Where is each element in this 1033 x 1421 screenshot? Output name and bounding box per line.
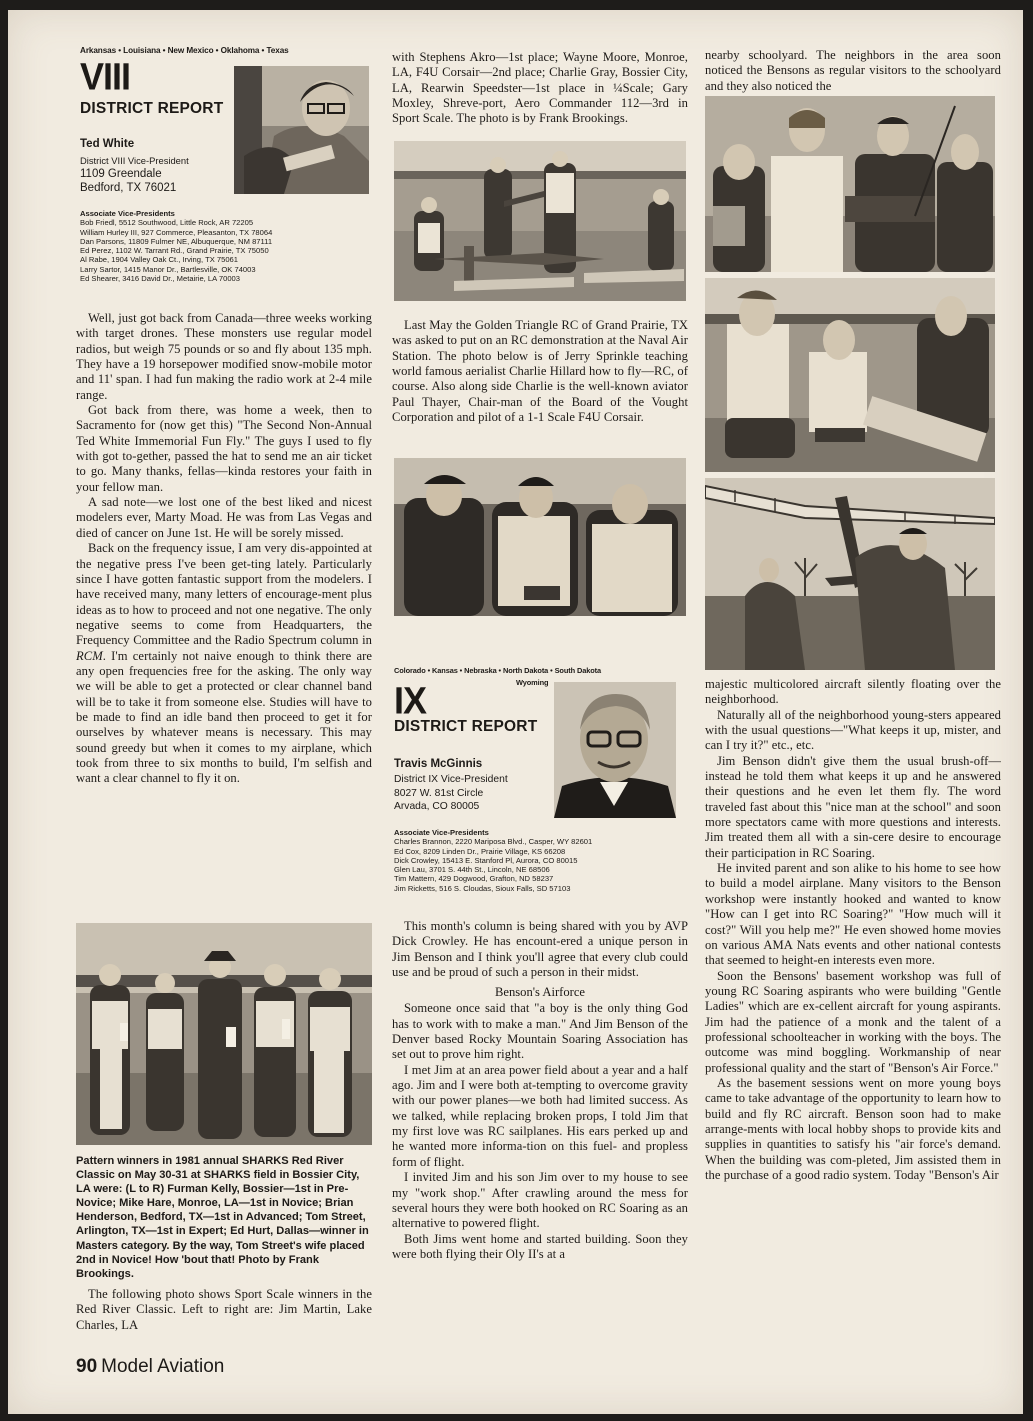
district9-assoc-item: Charles Brannon, 2220 Mariposa Blvd., Casper, WY 82601 (394, 837, 593, 847)
district8-vp-address (80, 167, 176, 195)
italic-publication-name: RCM (76, 648, 103, 663)
benson-group-photo-1 (705, 96, 995, 272)
district8-title: DISTRICT REPORT (80, 100, 224, 117)
sport-scale-winners-photo (394, 141, 686, 301)
text-run: . I'm certainly not naive enough to think there are any open frequencies free for the asking. The only way we will be able to get a protected or clear channel band will be to take it from someone else. Studies will have to be made to find an idle band then proceed to get it for ourselves by whatever means is necessary. This may sound greedy but when it comes to my airplane, which took from three to six months to build, I'm selfish and want a clear channel to fly it on. (76, 648, 372, 786)
district8-address-line-1: 1109 Greendale (80, 168, 162, 180)
body-paragraph: Soon the Bensons' basement workshop was full of young RC Soaring aspirants who were building "Gentle Ladies" which are ex-cellent aircraft for young aspirants. Jim had the patience of a monk and the talent of a professional schoolteacher in working with the boys. The outcome was mind boggling. Workmanship of near professional quality and the start of "Benson's Air Force." (705, 968, 1001, 1075)
district9-assoc-heading: Associate Vice-Presidents (394, 828, 489, 837)
benson-group-photo-2 (705, 278, 995, 472)
column-2-lower (392, 919, 688, 1349)
naval-air-station-photo (394, 458, 686, 616)
district9-numeral: IX (394, 678, 427, 722)
magazine-name: Model Aviation (101, 1356, 225, 1377)
district8-assoc-item: William Hurley III, 927 Commerce, Pleasanton, TX 78064 (80, 227, 273, 237)
body-paragraph: I met Jim at an area power field about a year and a half ago. Jim and I were both at-tempting to overcome gravity with our power planes—we both had limited success. As we talked, while replacing broken props, I told Jim that my first love was RC sailplanes. His ears perked up and he wanted more informa-tion on this fuel- and propless form of flight. (392, 1062, 688, 1169)
district8-assoc-item: Ed Perez, 1102 W. Tarrant Rd., Grand Prairie, TX 75050 (80, 246, 269, 256)
pattern-winners-caption: Pattern winners in 1981 annual SHARKS Red River Classic on May 30-31 at SHARKS field in Bossier City, LA were: (L to R) Furman Kelly, Bossier—1st in Pre-Novice; Mike Hare, Monroe, LA—1st in Novice; Brian Henderson, Bedford, TX—1st in Advanced; Tom Street, Arlington, TX—1st in Expert; Ed Hurt, Dallas—winner in Masters category. By the way, Tom Street's wife placed 2nd in Novice! How 'bout that! Photo by Frank Brookings. (76, 1155, 369, 1280)
district9-associates (394, 828, 592, 893)
body-paragraph: with Stephens Akro—1st place; Wayne Moore, Monroe, LA, F4U Corsair—2nd place; Charlie Gray, Bossier City, LA, Rearwin Speedster—1st place in ¼Scale; Gary Moxley, Shreve-port, Aero Commander 112—3rd in Sport Scale. The photo is by Frank Brookings. (392, 50, 688, 126)
district8-assoc-heading: Associate Vice-Presidents (80, 209, 175, 218)
district8-numeral: VIII (80, 54, 131, 98)
district9-assoc-item: Ed Cox, 8209 Linden Dr., Prairie Village, KS 66208 (394, 846, 566, 856)
district9-states-wyoming: Wyoming (516, 678, 549, 687)
column-1-lower (76, 1154, 372, 1350)
column-3-body (705, 677, 1001, 1353)
district8-assoc-item: Larry Sartor, 1415 Manor Dr., Bartlesville, OK 74003 (80, 264, 256, 274)
body-paragraph: The following photo shows Sport Scale winners in the Red River Classic. Left to right are: Jim Martin, Lake Charles, LA (76, 1286, 372, 1332)
district8-assoc-item: Ed Shearer, 3416 David Dr., Metairie, LA 70003 (80, 274, 240, 284)
district9-assoc-item: Dick Crowley, 15413 E. Stanford Pl, Aurora, CO 80015 (394, 855, 578, 865)
district9-vp-name: Travis McGinnis (394, 758, 483, 770)
ted-white-portrait (234, 66, 369, 194)
column-2-top (392, 50, 688, 146)
district8-assoc-item: Dan Parsons, 11809 Fulmer NE, Albuquerque, NM 87111 (80, 236, 273, 246)
column-1-body (76, 311, 372, 927)
body-paragraph: Jim Benson didn't give them the usual brush-off—instead he told them what keeps it up and he answered their questions and he even let them fly. The word traveled fast about this "nice man at the school" and soon more spectators came with more questions and interests. Jim treated them all with a sin-cere desire to encourage their participation in RC Soaring. (705, 753, 1001, 860)
district8-vp-name: Ted White (80, 138, 135, 150)
body-paragraph: He invited parent and son alike to his home to see how to build a model airplane. Many visitors to the Benson workshop were instantly hooked and wanted to know "How can I get into RC Soaring?" "How much will it cost?" Will you help me?" He even showed home movies on various AMA Nats events and other national contests that seemed to height-en interests even more. (705, 861, 1001, 968)
body-paragraph: I invited Jim and his son Jim over to my house to see my "work shop." After crawling around the mess for several hours they were both hooked on RC Soaring as an alternative to powered flight. (392, 1170, 688, 1231)
body-paragraph: Both Jims went home and started building. Soon they were both flying their Oly II's at a (392, 1231, 688, 1261)
magazine-page (8, 10, 1023, 1414)
district9-address-line-2: Arvada, CO 80005 (394, 801, 480, 812)
district8-assoc-item: Al Rabe, 1904 Valley Oak Ct., Irving, TX 75061 (80, 255, 239, 265)
body-paragraph: nearby schoolyard. The neighbors in the area soon noticed the Bensons as regular visitors to the schoolyard and they also noticed the (705, 48, 1001, 93)
district9-assoc-item: Glen Lau, 3701 S. 44th St., Lincoln, NE 68506 (394, 865, 550, 875)
body-paragraph: Well, just got back from Canada—three weeks working with target drones. These monsters use regular model radios, but weigh 75 pounds or so and fly about 135 mph. They have a 19 horsepower modified snow-mobile motor and 11' span. I had fun making the radio work at 2-4 mile range. (76, 311, 372, 402)
body-paragraph: This month's column is being shared with you by AVP Dick Crowley. He has encount-ered a unique person in Jim Benson and I think you'll agree that every club could use and be proud of such a person in their midst. (392, 919, 688, 980)
body-paragraph: Someone once said that "a boy is the only thing God has to work with to make a man." And Jim Benson of the Denver based Rocky Mountain Soaring Association has set out to prove him right. (392, 1001, 688, 1062)
district8-address-line-2: Bedford, TX 76021 (80, 182, 177, 194)
body-paragraph: As the basement sessions went on more young boys came to take advantage of the opportunity to learn how to build and fly RC aircraft. Benson soon had to make arrange-ments with local hobby shops to provide kits and supplies in quantities to satisfy his "air force's demand. When the building was com-pleted, Jim assisted them in the purchase of a good radio system. Today "Benson's Air (705, 1075, 1001, 1182)
travis-mcginnis-portrait (554, 682, 676, 818)
section-subhead: Benson's Airforce (494, 985, 586, 1000)
district9-vp-address (394, 787, 483, 813)
sailplane-launch-photo (705, 478, 995, 670)
body-paragraph: Naturally all of the neighborhood young-sters appeared with the usual questions—"What keeps it up, mister, and can I try it?" etc., etc. (705, 707, 1001, 753)
body-paragraph: majestic multicolored aircraft silently floating over the neighborhood. (705, 677, 1001, 707)
district8-vp-title: District VIII Vice-President (80, 155, 189, 166)
district8-associates (80, 209, 272, 283)
district9-assoc-item: Tim Mattern, 429 Dogwood, Grafton, ND 58237 (394, 874, 554, 884)
pattern-winners-photo (76, 923, 372, 1145)
page-number: 90 (76, 1356, 98, 1377)
body-paragraph (76, 541, 372, 787)
column-3-top (705, 48, 1001, 96)
district8-states: Arkansas • Louisiana • New Mexico • Oklahoma • Texas (80, 46, 289, 55)
body-paragraph: Last May the Golden Triangle RC of Grand Prairie, TX was asked to put on an RC demonstration at the Naval Air Station. The photo below is of Jerry Sprinkle teaching world famous aerialist Charlie Hillard how to fly—RC, of course. Also along side Charlie is the well-known aviator Paul Thayer, Chair-man of the Board of the Vought Corporation and pilot of a 1-1 Scale F4U Corsair. (392, 318, 688, 425)
district9-address-line-1: 8027 W. 81st Circle (394, 788, 484, 799)
body-paragraph: Got back from there, was home a week, then to Sacramento for (now get this) "The Second Non-Annual Ted White Immemorial Fun Fly." The guys I used to fly with got to-gether, passed the hat to send me an air ticket to go. Many thanks, fellas—kinda restores your faith in your fellow man. (76, 403, 372, 494)
column-2-middle (392, 318, 688, 468)
body-paragraph: A sad note—we lost one of the best liked and nicest modelers ever, Marty Moad. He was from Las Vegas and died of cancer on June 1st. He will be sorely missed. (76, 495, 372, 540)
district9-assoc-item: Jim Ricketts, 516 S. Cloudas, Sioux Falls, SD 57103 (394, 883, 571, 893)
district8-assoc-item: Bob Friedl, 5512 Southwood, Little Rock, AR 72205 (80, 218, 254, 228)
page-footer (76, 1356, 224, 1378)
district9-title: DISTRICT REPORT (394, 718, 538, 735)
district9-vp-title: District IX Vice-President (394, 774, 508, 785)
district9-states: Colorado • Kansas • Nebraska • North Dakota • South Dakota (394, 666, 602, 675)
text-run: Back on the frequency issue, I am very dis-appointed at the negative press I've been get-ting lately. Particularly since I have gotten fantastic support from the modelers. I have received many, many letters of encourage-ment plus ideas as to how to proceed and not one negative. The only negative seems to come from Headquarters, the Frequency Committee and the Radio Spectrum column in (76, 541, 372, 648)
